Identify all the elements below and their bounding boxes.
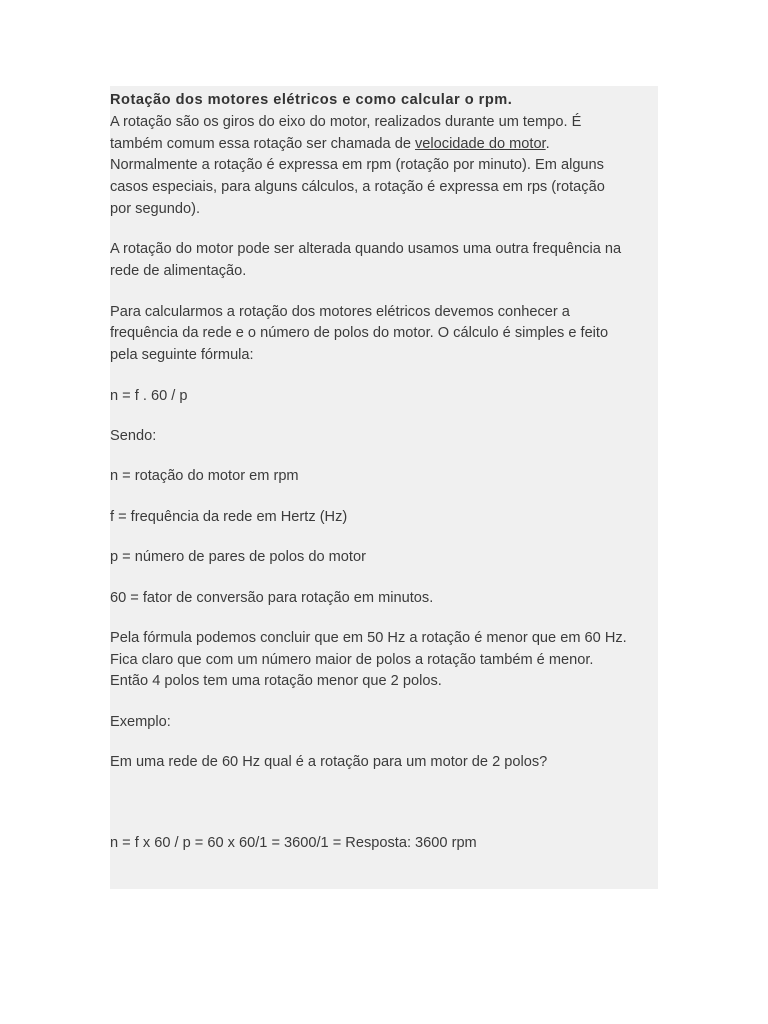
paragraph-line: frequência da rede e o número de polos do motor. O cálculo é simples e feito (110, 325, 609, 342)
definition-60: 60 = fator de conversão para rotação em minutos. (110, 589, 434, 606)
velocidade-motor-link[interactable]: velocidade do motor (415, 135, 546, 152)
frequency-paragraph (110, 239, 660, 283)
paragraph-line: Pela fórmula podemos concluir que em 50 Hz a rotação é menor que em 60 Hz. (110, 629, 627, 646)
paragraph-line: Então 4 polos tem uma rotação menor que 2 polos. (110, 673, 442, 690)
example-label: Exemplo: (110, 713, 171, 730)
paragraph-line: Para calcularmos a rotação dos motores elétricos devemos conhecer a (110, 303, 570, 320)
article-title: Rotação dos motores elétricos e como calcular o rpm. (110, 92, 513, 108)
definition-p: p = número de pares de polos do motor (110, 549, 366, 566)
example-question: Em uma rede de 60 Hz qual é a rotação para um motor de 2 polos? (110, 754, 548, 771)
paragraph-line: pela seguinte fórmula: (110, 347, 254, 364)
intro-line (110, 134, 660, 156)
intro-line: por segundo). (110, 200, 201, 217)
definition-f: f = frequência da rede em Hertz (Hz) (110, 508, 348, 525)
example-answer: n = f x 60 / p = 60 x 60/1 = 3600/1 = Resposta: 3600 rpm (110, 834, 477, 851)
intro-text: também comum essa rotação ser chamada de (110, 135, 415, 152)
sendo-label: Sendo: (110, 427, 157, 444)
calculation-paragraph (110, 302, 660, 367)
article-body (110, 90, 660, 873)
intro-line: A rotação são os giros do eixo do motor, realizados durante um tempo. É (110, 113, 582, 130)
paragraph-line: A rotação do motor pode ser alterada quando usamos uma outra frequência na (110, 241, 622, 258)
intro-paragraph (110, 90, 660, 221)
definition-n: n = rotação do motor em rpm (110, 468, 299, 485)
intro-line: casos especiais, para alguns cálculos, a rotação é expressa em rps (rotação (110, 179, 605, 196)
spacer (110, 793, 660, 833)
intro-text: . (545, 135, 550, 152)
intro-line: Normalmente a rotação é expressa em rpm (rotação por minuto). Em alguns (110, 157, 604, 174)
paragraph-line: Fica claro que com um número maior de polos a rotação também é menor. (110, 651, 594, 668)
paragraph-line: rede de alimentação. (110, 263, 247, 280)
conclusion-paragraph (110, 628, 660, 693)
formula: n = f . 60 / p (110, 387, 188, 404)
